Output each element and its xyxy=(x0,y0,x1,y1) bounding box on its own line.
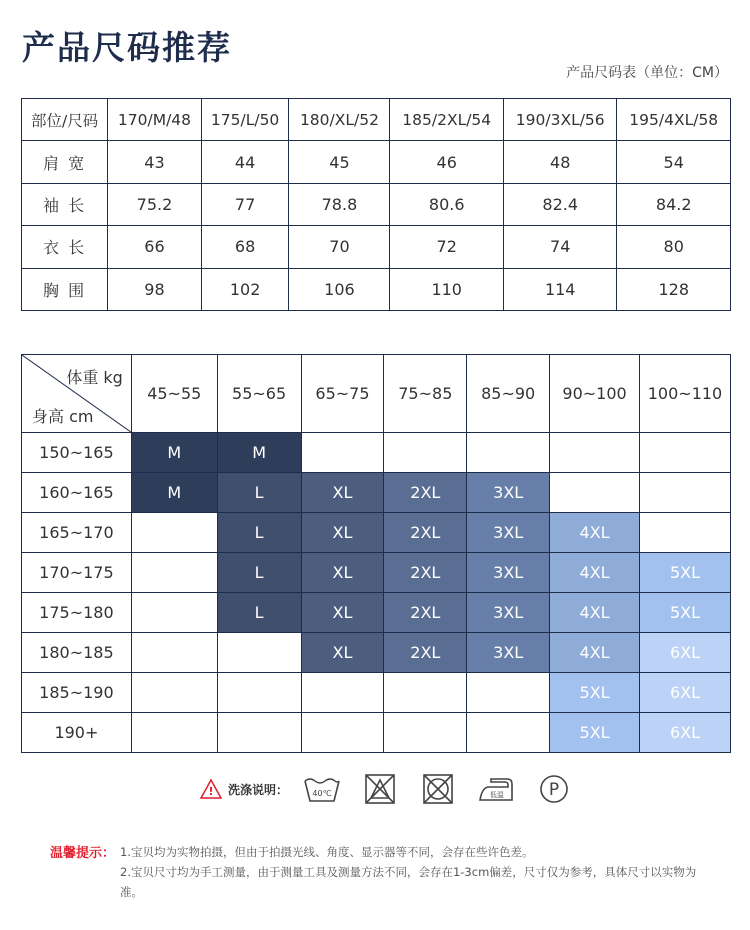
header-cell: 180/XL/52 xyxy=(289,99,390,141)
iron-low-icon xyxy=(476,771,516,807)
height-range-label: 180~185 xyxy=(22,633,132,673)
size-cell: L xyxy=(217,593,301,633)
wash-40c-icon xyxy=(302,771,342,807)
table-cell: 102 xyxy=(201,268,289,310)
table-row xyxy=(22,268,731,310)
row-label: 衣 长 xyxy=(22,226,108,268)
table-cell: 75.2 xyxy=(108,183,202,225)
size-cell: M xyxy=(131,473,217,513)
height-axis-label: 身高 cm xyxy=(32,407,94,426)
size-cell xyxy=(467,673,550,713)
tips-line-1: 1.宝贝均为实物拍摄，但由于拍摄光线、角度、显示器等不同，会存在些许色差。 xyxy=(120,845,534,859)
table-cell: 110 xyxy=(390,268,504,310)
size-cell xyxy=(131,513,217,553)
weight-header-row xyxy=(22,355,731,433)
size-cell: XL xyxy=(301,513,384,553)
size-cell xyxy=(131,673,217,713)
dry-clean-p-icon xyxy=(534,771,574,807)
no-bleach-icon xyxy=(360,771,400,807)
size-cell: 5XL xyxy=(550,713,640,753)
table-row xyxy=(22,433,731,473)
table-cell: 82.4 xyxy=(503,183,617,225)
height-range-label: 170~175 xyxy=(22,553,132,593)
size-cell: 3XL xyxy=(467,593,550,633)
size-cell: 6XL xyxy=(639,673,730,713)
weight-range-header: 75~85 xyxy=(384,355,467,433)
weight-range-header: 45~55 xyxy=(131,355,217,433)
size-cell xyxy=(467,433,550,473)
size-cell xyxy=(384,433,467,473)
size-cell: 4XL xyxy=(550,553,640,593)
table-row xyxy=(22,593,731,633)
size-cell xyxy=(301,433,384,473)
size-cell: 2XL xyxy=(384,553,467,593)
row-label: 胸 围 xyxy=(22,268,108,310)
table-cell: 66 xyxy=(108,226,202,268)
table-cell: 114 xyxy=(503,268,617,310)
size-cell: 3XL xyxy=(467,473,550,513)
table-cell: 77 xyxy=(201,183,289,225)
size-cell xyxy=(217,633,301,673)
size-cell xyxy=(217,713,301,753)
size-cell: 4XL xyxy=(550,593,640,633)
size-cell: 2XL xyxy=(384,513,467,553)
size-cell xyxy=(301,713,384,753)
svg-text:!: ! xyxy=(208,785,214,798)
wash-instructions xyxy=(200,768,592,810)
header-cell: 190/3XL/56 xyxy=(503,99,617,141)
height-range-label: 165~170 xyxy=(22,513,132,553)
size-cell xyxy=(639,473,730,513)
size-cell xyxy=(384,713,467,753)
wash-label: 洗涤说明： xyxy=(228,782,289,797)
size-cell: 5XL xyxy=(639,593,730,633)
wash-temp-text: 40℃ xyxy=(312,789,332,798)
size-cell: 4XL xyxy=(550,513,640,553)
iron-temp-text: 低温 xyxy=(490,791,505,799)
height-range-label: 150~165 xyxy=(22,433,132,473)
table-cell: 44 xyxy=(201,141,289,183)
weight-range-header: 85~90 xyxy=(467,355,550,433)
table-cell: 106 xyxy=(289,268,390,310)
table-cell: 46 xyxy=(390,141,504,183)
size-cell xyxy=(639,513,730,553)
size-cell: 2XL xyxy=(384,593,467,633)
size-recommendation-table xyxy=(21,354,731,753)
page-title: 产品尺码推荐 xyxy=(22,28,232,67)
no-tumble-dry-icon xyxy=(418,771,458,807)
size-cell: L xyxy=(217,473,301,513)
size-cell xyxy=(550,433,640,473)
size-chart-table xyxy=(21,98,731,311)
size-cell: XL xyxy=(301,633,384,673)
size-cell: 3XL xyxy=(467,513,550,553)
size-cell xyxy=(467,713,550,753)
size-cell: 4XL xyxy=(550,633,640,673)
table-row xyxy=(22,473,731,513)
size-cell xyxy=(131,633,217,673)
header-cell: 175/L/50 xyxy=(201,99,289,141)
size-cell: 5XL xyxy=(639,553,730,593)
warning-icon xyxy=(200,778,222,800)
header-cell: 170/M/48 xyxy=(108,99,202,141)
height-range-label: 190+ xyxy=(22,713,132,753)
height-range-label: 175~180 xyxy=(22,593,132,633)
size-cell: 2XL xyxy=(384,473,467,513)
table-cell: 98 xyxy=(108,268,202,310)
header-cell: 185/2XL/54 xyxy=(390,99,504,141)
table-cell: 72 xyxy=(390,226,504,268)
size-cell: L xyxy=(217,553,301,593)
table-cell: 128 xyxy=(617,268,731,310)
size-cell: 5XL xyxy=(550,673,640,713)
table-cell: 43 xyxy=(108,141,202,183)
tips-line-2: 2.宝贝尺寸均为手工测量，由于测量工具及测量方法不同，会存在1-3cm偏差，尺寸仅为参考，具体尺寸以实物为 xyxy=(120,865,697,879)
size-cell xyxy=(550,473,640,513)
diagonal-header-cell xyxy=(22,355,132,433)
header-cell: 部位/尺码 xyxy=(22,99,108,141)
weight-range-header: 55~65 xyxy=(217,355,301,433)
table-cell: 48 xyxy=(503,141,617,183)
table-cell: 45 xyxy=(289,141,390,183)
table-cell: 68 xyxy=(201,226,289,268)
size-cell: 6XL xyxy=(639,633,730,673)
table-row xyxy=(22,553,731,593)
tips-line-3: 准。 xyxy=(120,885,143,899)
size-cell: M xyxy=(131,433,217,473)
size-cell xyxy=(384,673,467,713)
size-table-caption: 产品尺码表（单位：CM） xyxy=(566,65,728,81)
weight-range-header: 90~100 xyxy=(550,355,640,433)
weight-range-header: 65~75 xyxy=(301,355,384,433)
size-table-header-row xyxy=(22,99,731,141)
size-cell xyxy=(131,553,217,593)
dry-clean-letter: P xyxy=(548,780,560,800)
weight-range-header: 100~110 xyxy=(639,355,730,433)
size-cell xyxy=(131,713,217,753)
height-range-label: 160~165 xyxy=(22,473,132,513)
size-cell: M xyxy=(217,433,301,473)
table-row xyxy=(22,226,731,268)
table-row xyxy=(22,673,731,713)
table-row xyxy=(22,513,731,553)
size-cell: 3XL xyxy=(467,633,550,673)
size-cell: L xyxy=(217,513,301,553)
size-cell xyxy=(301,673,384,713)
table-cell: 78.8 xyxy=(289,183,390,225)
size-cell: 6XL xyxy=(639,713,730,753)
size-cell xyxy=(131,593,217,633)
table-cell: 80 xyxy=(617,226,731,268)
size-cell: 2XL xyxy=(384,633,467,673)
size-cell: XL xyxy=(301,553,384,593)
table-cell: 70 xyxy=(289,226,390,268)
weight-axis-label: 体重 kg xyxy=(66,368,123,387)
table-cell: 54 xyxy=(617,141,731,183)
size-cell: XL xyxy=(301,593,384,633)
table-row xyxy=(22,183,731,225)
tips-lead: 温馨提示： xyxy=(50,846,116,861)
table-row xyxy=(22,633,731,673)
header-cell: 195/4XL/58 xyxy=(617,99,731,141)
row-label: 袖 长 xyxy=(22,183,108,225)
size-cell xyxy=(217,673,301,713)
table-cell: 84.2 xyxy=(617,183,731,225)
table-row xyxy=(22,713,731,753)
table-row xyxy=(22,141,731,183)
row-label: 肩 宽 xyxy=(22,141,108,183)
size-cell: XL xyxy=(301,473,384,513)
table-cell: 80.6 xyxy=(390,183,504,225)
size-cell xyxy=(639,433,730,473)
height-range-label: 185~190 xyxy=(22,673,132,713)
table-cell: 74 xyxy=(503,226,617,268)
size-cell: 3XL xyxy=(467,553,550,593)
